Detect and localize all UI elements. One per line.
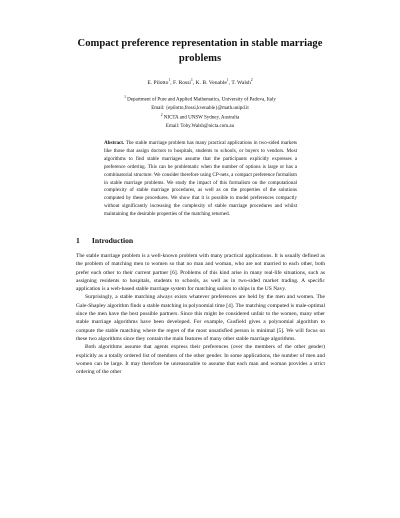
abstract [104,140,297,219]
section-body [76,252,325,376]
author-name: F. Rossi [173,79,191,86]
affiliation-2-institution: NICTA and UNSW Sydney, Australia [163,116,240,122]
author-affiliation-marker: 1 [226,78,229,82]
abstract-label: Abstract. [104,140,125,146]
author-affiliation-marker: 2 [250,78,253,82]
affiliation-2 [60,112,340,123]
author-affiliation-marker: 1 [190,78,193,82]
section-heading [76,236,326,246]
author-name: K. B. Venable [195,79,227,86]
affiliation-marker: 2 [160,113,163,118]
affiliation-1 [60,94,340,105]
section-number: 1 [76,236,80,245]
affiliation-1-email: Email: {epilotto,frossi,kvenable}@math.unipd.it [151,105,249,111]
title-line-2: problems [178,53,222,64]
paragraph: Both algorithms assume that agents express their preferences (over the members of the other gender) explicitly as a totally ordered list of members of the other gender. In some applications, the number of men and women can be large. It may therefore be unreasonable to assume that each man and woman provides a strict ordering of the other [76,344,325,376]
author-list: E. Pilotto$^1$, F. Rossi$^1$, K. B. Venable$^1$, T. Walsh$^2$ [147,78,253,86]
title-line-1: Compact preference representation in stable marriage [77,38,323,49]
section-title: Introduction [91,236,134,245]
author-name: E. Pilotto [147,79,169,86]
affiliation-marker: 1 [124,95,126,99]
affiliations [60,94,340,131]
author-name: T. Walsh [231,79,251,86]
paragraph: Surprisingly, a stable matching always exists whatever preferences are held by the men and women. The Gale-Shapley algorithm finds a stable matching in polynomial time [4]. The matching computed is male-optimal since the men have the best possible partners. Since this might be considered unfair to the women, many other stable marriage algorithms have been developed. For example, Gusfield gives a polynomial algorithm to compute the stable matching where the regret of the most unsatisfied person is minimal [5]. We will focus on these two algorithms since they contain the main features of many other stable marriage algorithms. [76,294,325,342]
paper-title [60,36,340,66]
abstract-text: The stable marriage problem has many practical applications in two-sided markets like those that assign doctors to hospitals, students to schools, or buyers to vendors. Most algorithms to find stable marriages assume that the participants explicitly expresses a preference ordering. This can be problematic when the number of options is large or has a combinatorial structure. We consider therefore using CP-nets, a compact preference formalism in stable marriage problems. We study the impact of this formalism on the computational complexity of stable marriage procedures, as well as on the properties of the solutions computed by these procedures. We show that it is possible to model preferences compactly without significantly increasing the complexity of stable marriage procedures and whilst maintaining the desirable properties of the matching returned. [104,140,297,218]
affiliation-1-institution: Department of Pure and Applied Mathematics, University of Padova, Italy [127,97,276,103]
paragraph: The stable marriage problem is a well-known problem with many practical applications. It is usually defined as the problem of matching men to women so that no man and woman, who are not married to each other, both prefer each other to their current partner [6]. Problems of this kind arise in many real-life situations, such as assigning residents to hospitals, students to schools, as well as in two-sided market trading. A specific application is a web-based stable marriage system for matching sailors to ships in the US Navy. [76,253,325,293]
author-affiliation-marker: 1 [168,78,171,82]
affiliation-2-email: Email: Toby.Walsh@nicta.com.au [165,124,235,130]
